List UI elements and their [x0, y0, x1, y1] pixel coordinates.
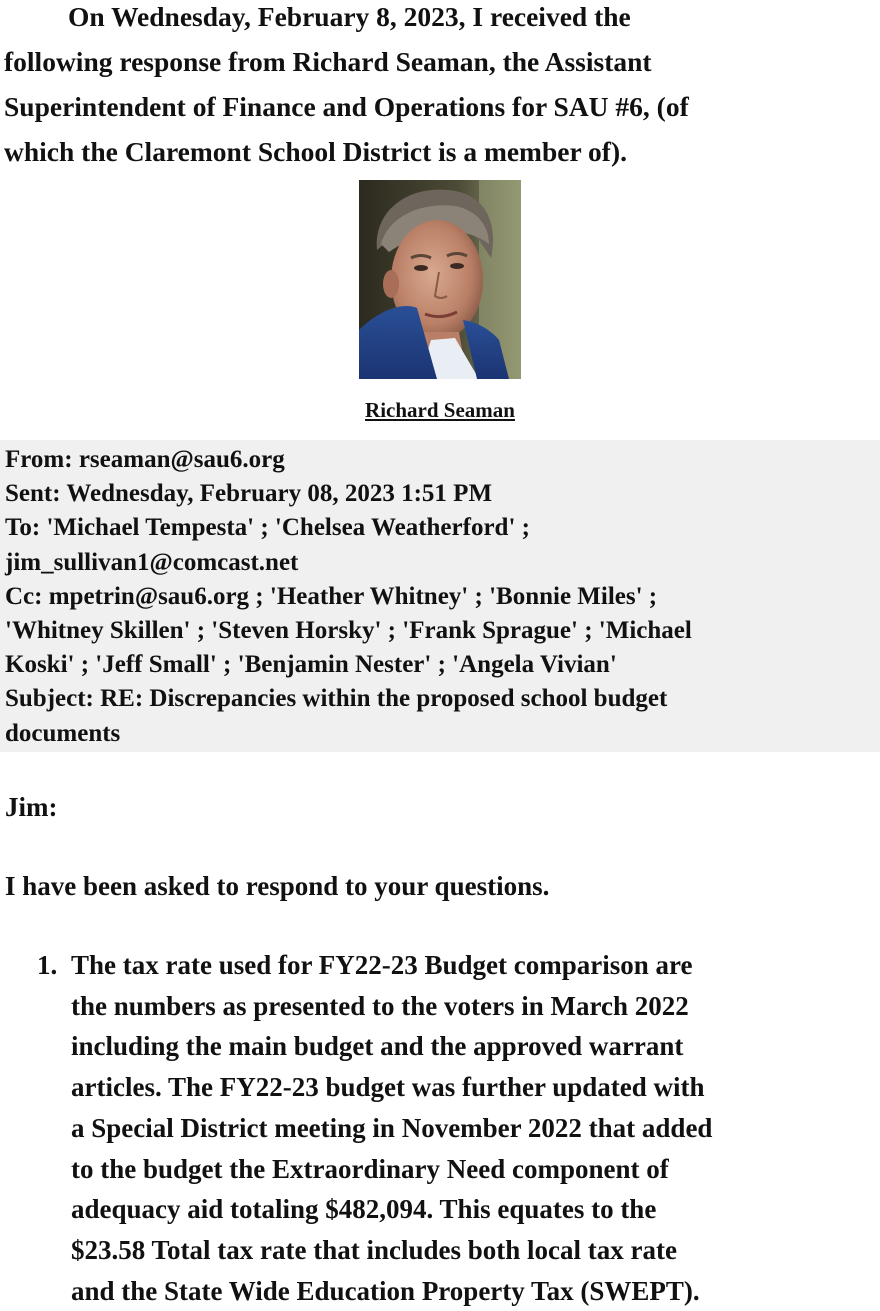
portrait-image — [359, 180, 521, 379]
list-item-line: The tax rate used for FY22-23 Budget comparison are — [71, 950, 693, 980]
intro-line-3: Superintendent of Finance and Operations for SAU #6, (of — [4, 91, 689, 122]
email-subject: Subject: RE: Discrepancies within the proposed school budget — [5, 685, 668, 713]
list-item-line: a Special District meeting in November 2022 that added — [71, 1112, 713, 1143]
salutation: Jim: — [5, 792, 58, 822]
list-item-line: adequacy aid totaling $482,094. This equates to the — [71, 1194, 657, 1225]
email-sent: Sent: Wednesday, February 08, 2023 1:51 PM — [5, 480, 493, 508]
email-to-continued: jim_sullivan1@comcast.net — [5, 548, 299, 576]
email-header — [5, 443, 865, 751]
opening-sentence: I have been asked to respond to your questions. — [5, 871, 550, 901]
intro-paragraph — [4, 0, 876, 174]
email-cc-continued-1: 'Whitney Skillen' ; 'Steven Horsky' ; 'Frank Sprague' ; 'Michael — [5, 617, 692, 645]
email-from: From: rseaman@sau6.org — [5, 446, 285, 473]
list-item-line: $23.58 Total tax rate that includes both local tax rate — [71, 1234, 677, 1265]
photo-caption: Richard Seaman — [365, 398, 515, 422]
list-item-text — [71, 945, 879, 1311]
list-item-line: including the main budget and the approved warrant — [71, 1031, 684, 1062]
intro-line-4: which the Claremont School District is a member of). — [4, 136, 627, 167]
portrait-photo — [359, 180, 521, 379]
list-item-line: to the budget the Extraordinary Need component of — [71, 1153, 669, 1184]
intro-line-2: following response from Richard Seaman, the Assistant — [4, 46, 652, 77]
list-item-line: the numbers as presented to the voters in March 2022 — [71, 990, 689, 1021]
list-item-line: and the State Wide Education Property Tax (SWEPT). — [71, 1275, 700, 1306]
email-to: To: 'Michael Tempesta' ; 'Chelsea Weatherford' ; — [5, 514, 530, 542]
list-item-number: 1. — [37, 950, 58, 980]
email-subject-continued: documents — [5, 719, 121, 747]
email-cc-continued-2: Koski' ; 'Jeff Small' ; 'Benjamin Nester' ; 'Angela Vivian' — [5, 651, 617, 679]
list-item-line: articles. The FY22-23 budget was further updated with — [71, 1072, 705, 1103]
intro-line-1: On Wednesday, February 8, 2023, I received the — [68, 1, 631, 32]
email-cc: Cc: mpetrin@sau6.org ; 'Heather Whitney' ; 'Bonnie Miles' ; — [5, 582, 658, 610]
